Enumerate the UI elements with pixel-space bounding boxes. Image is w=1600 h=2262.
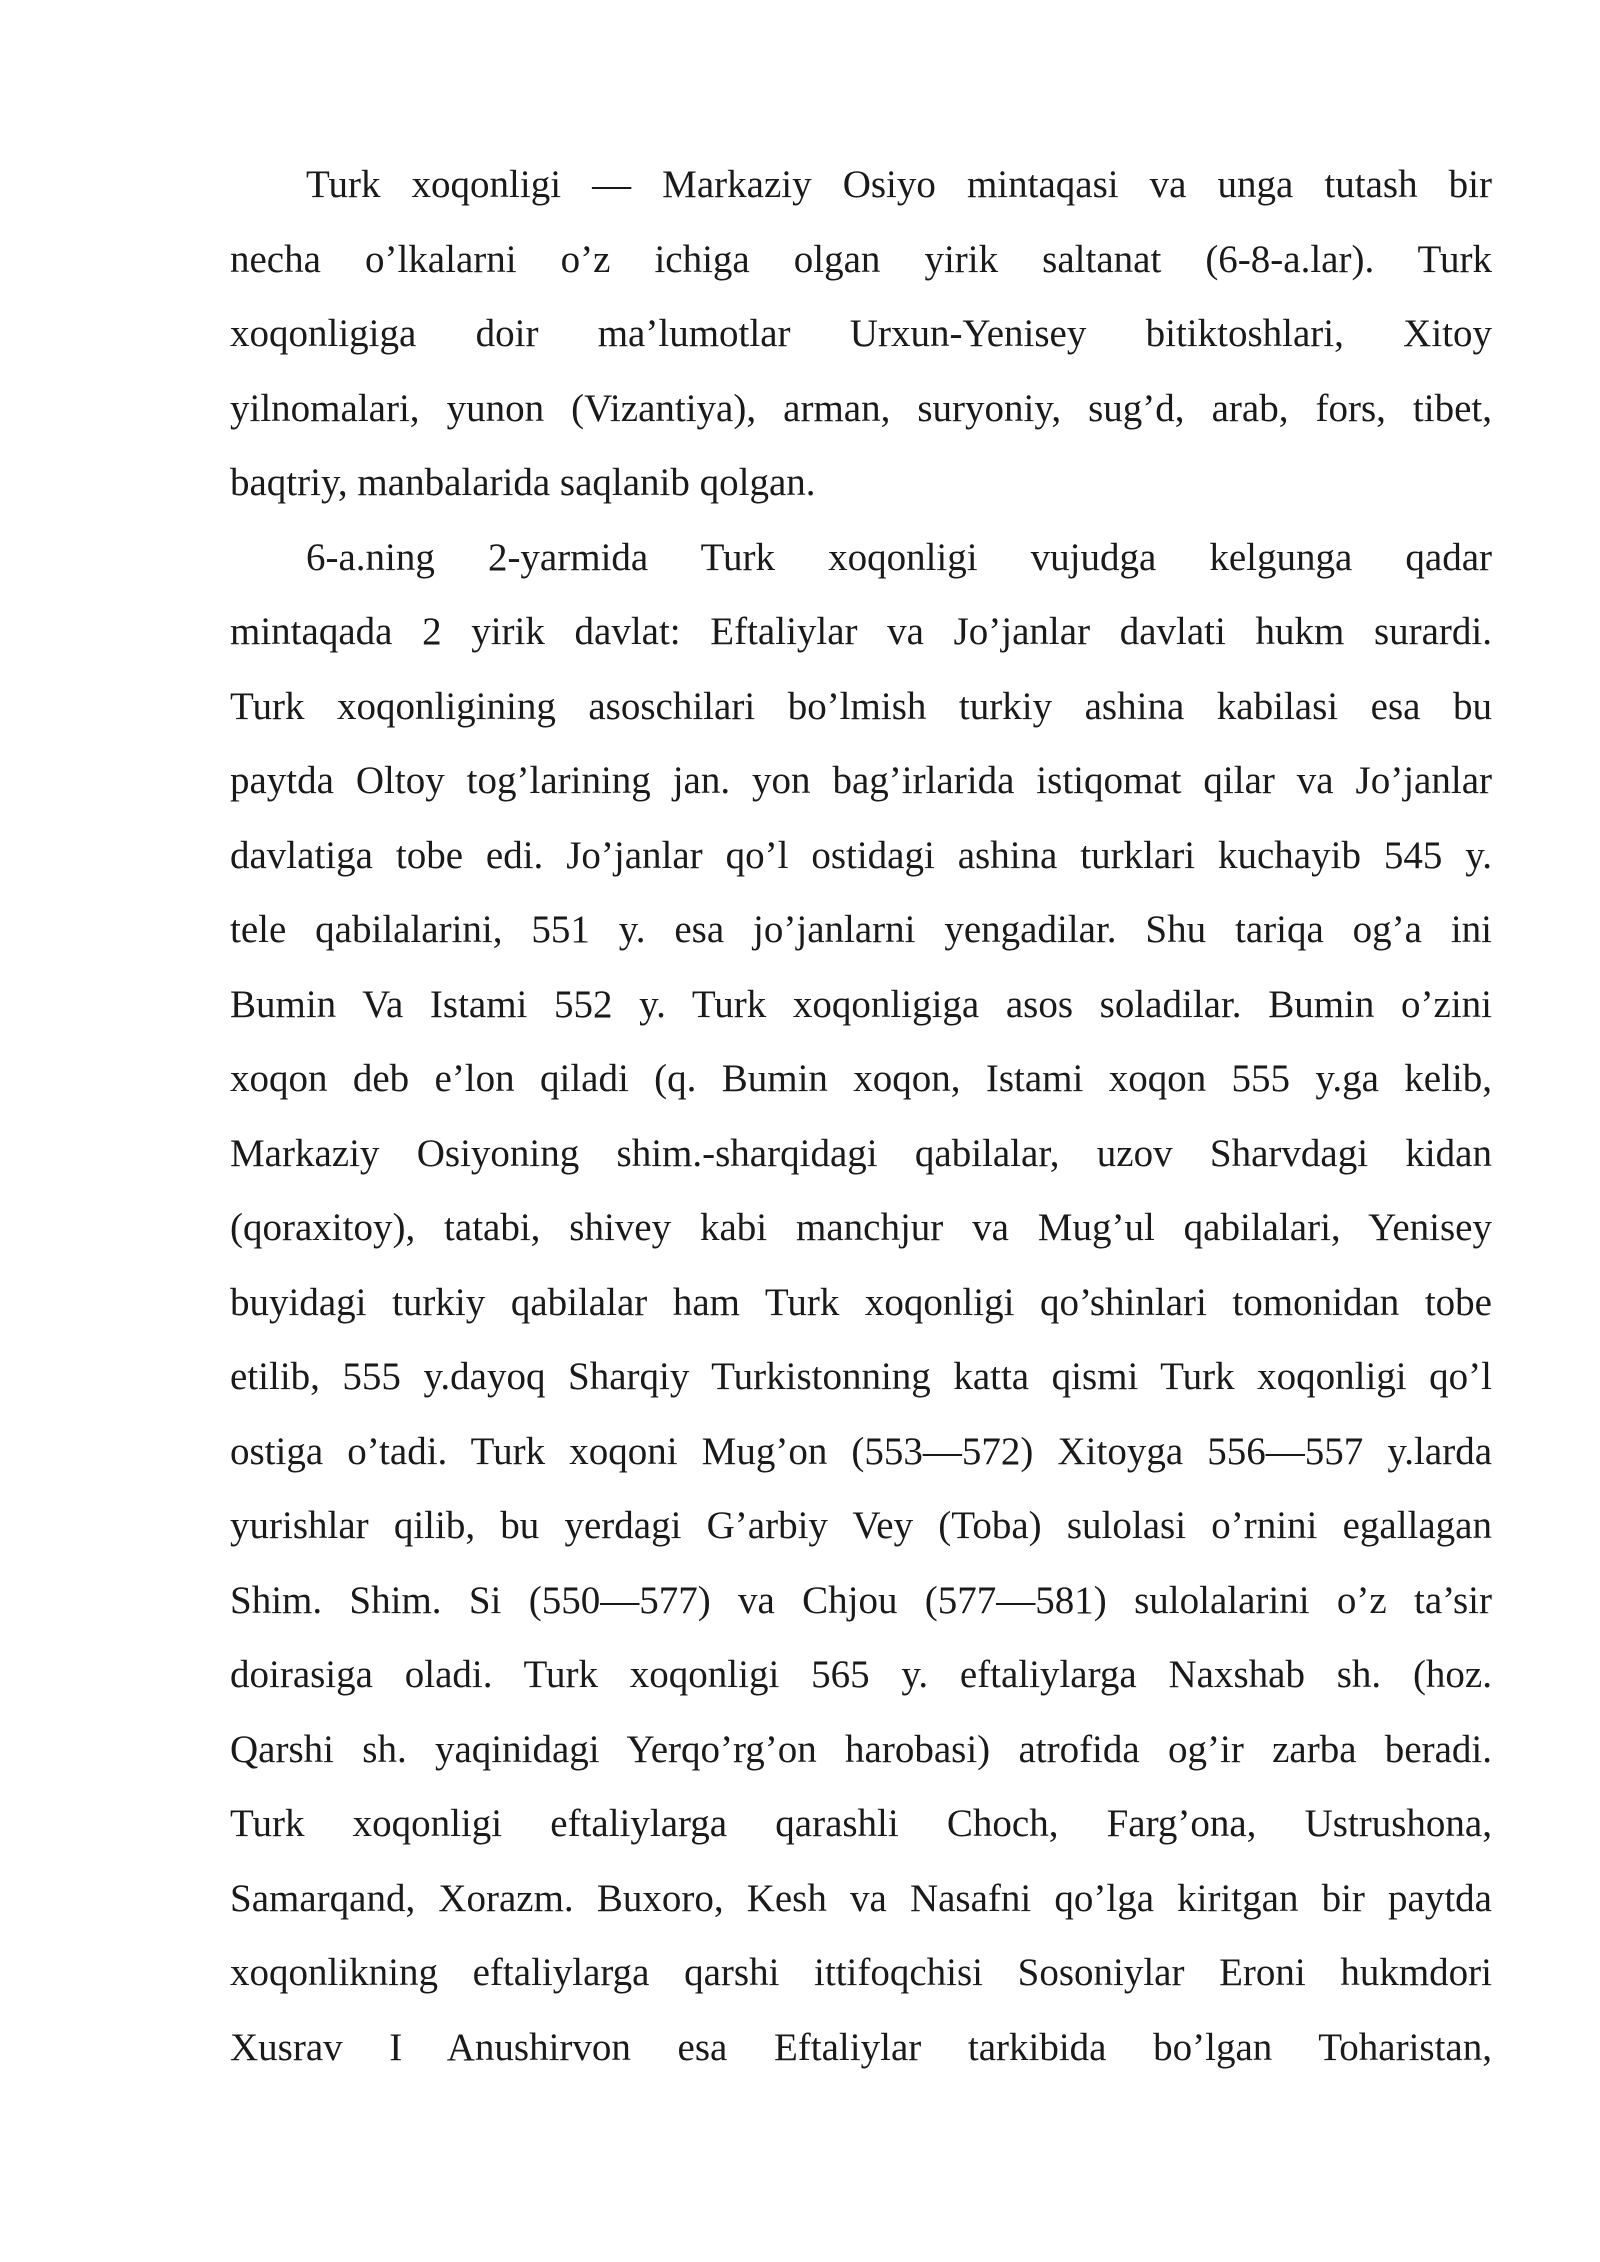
text-line: ostiga o’tadi. Turk xoqoni Mug’on (553—572) Xitoyga 556—557 y.larda	[230, 1429, 1492, 1473]
document-page	[230, 148, 1492, 2085]
paragraph-1	[230, 148, 1492, 521]
text-line: Turk xoqonligining asoschilari bo’lmish turkiy ashina kabilasi esa bu	[230, 684, 1492, 728]
text-line: xoqon deb e’lon qiladi (q. Bumin xoqon, Istami xoqon 555 y.ga kelib,	[230, 1057, 1492, 1100]
text-line: tele qabilalarini, 551 y. esa jo’janlarni yengadilar. Shu tariqa og’a ini	[230, 908, 1492, 951]
text-line: (qoraxitoy), tatabi, shivey kabi manchjur va Mug’ul qabilalari, Yenisey	[230, 1206, 1492, 1249]
text-line: mintaqada 2 yirik davlat: Eftaliylar va Jo’janlar davlati hukm surardi.	[230, 610, 1492, 653]
text-line: Bumin Va Istami 552 y. Turk xoqonligiga asos soladilar. Bumin o’zini	[230, 982, 1492, 1026]
text-line: Qarshi sh. yaqinidagi Yerqo’rg’on harobasi) atrofida og’ir zarba beradi.	[230, 1727, 1492, 1771]
text-line: Turk xoqonligi eftaliylarga qarashli Choch, Farg’ona, Ustrushona,	[230, 1802, 1492, 1845]
text-line: Xusrav I Anushirvon esa Eftaliylar tarkibida bo’lgan Toharistan,	[230, 2025, 1492, 2069]
text-line: paytda Oltoy tog’larining jan. yon bag’irlarida istiqomat qilar va Jo’janlar	[230, 759, 1492, 802]
text-line: necha o’lkalarni o’z ichiga olgan yirik saltanat (6-8-a.lar). Turk	[230, 237, 1492, 281]
text-line: yilnomalari, yunon (Vizantiya), arman, suryoniy, sug’d, arab, fors, tibet,	[230, 386, 1492, 430]
paragraph-2	[230, 521, 1492, 2086]
text-line: baqtriy, manbalarida saqlanib qolgan.	[230, 461, 816, 504]
text-line: Turk xoqonligi — Markaziy Osiyo mintaqasi va unga tutash bir	[306, 163, 1492, 206]
text-line: etilib, 555 y.dayoq Sharqiy Turkistonning katta qismi Turk xoqonligi qo’l	[230, 1355, 1492, 1398]
text-line: Markaziy Osiyoning shim.-sharqidagi qabilalar, uzov Sharvdagi kidan	[230, 1131, 1492, 1175]
text-line: buyidagi turkiy qabilalar ham Turk xoqonligi qo’shinlari tomonidan tobe	[230, 1280, 1492, 1324]
text-line: 6-a.ning 2-yarmida Turk xoqonligi vujudga kelgunga qadar	[306, 535, 1492, 579]
text-line: xoqonlikning eftaliylarga qarshi ittifoqchisi Sosoniylar Eroni hukmdori	[230, 1951, 1492, 1994]
text-line: yurishlar qilib, bu yerdagi G’arbiy Vey (Toba) sulolasi o’rnini egallagan	[230, 1504, 1492, 1547]
text-line: xoqonligiga doir ma’lumotlar Urxun-Yenisey bitiktoshlari, Xitoy	[230, 312, 1492, 355]
text-line: davlatiga tobe edi. Jo’janlar qo’l ostidagi ashina turklari kuchayib 545 y.	[230, 833, 1492, 877]
text-line: Shim. Shim. Si (550—577) va Chjou (577—581) sulolalarini o’z ta’sir	[230, 1578, 1492, 1622]
text-line: Samarqand, Xorazm. Buxoro, Kesh va Nasafni qo’lga kiritgan bir paytda	[230, 1876, 1492, 1920]
text-line: doirasiga oladi. Turk xoqonligi 565 y. eftaliylarga Naxshab sh. (hoz.	[230, 1653, 1492, 1696]
